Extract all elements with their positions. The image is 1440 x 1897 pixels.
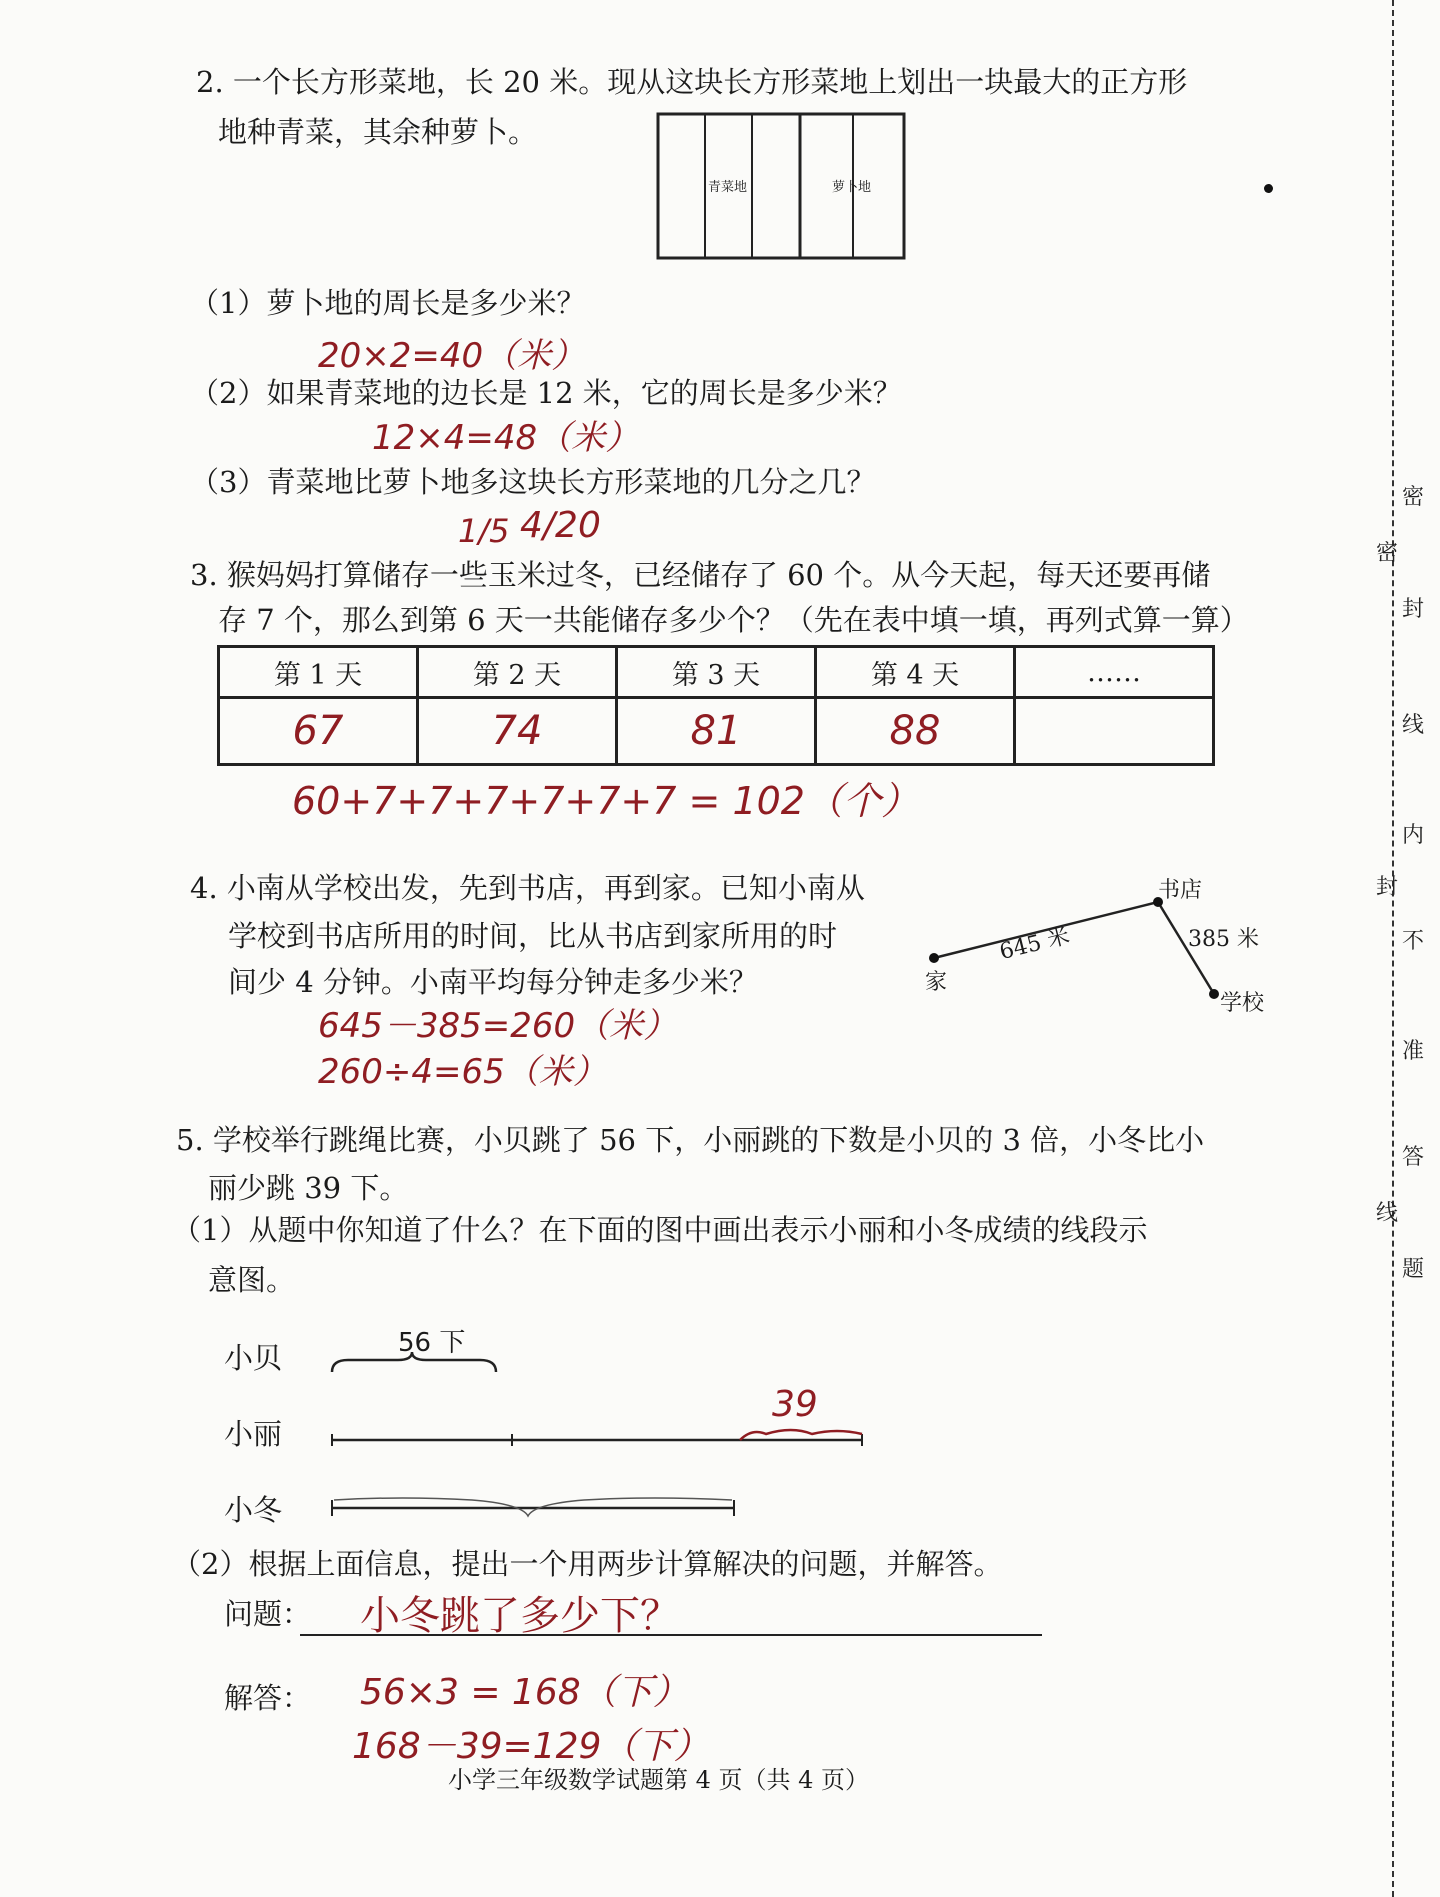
map-bookstore-label: 书店 — [1158, 878, 1203, 903]
q4-answer1: 645－385=260（米） — [318, 1006, 678, 1046]
field-label-greens: 青菜地 — [708, 180, 748, 195]
map-distance-store-school: 385 米 — [1188, 927, 1259, 952]
field-label-radish: 萝卜地 — [832, 180, 872, 195]
map-distance-home-store: 645 米 — [997, 923, 1073, 966]
q2-line1: 2. 一个长方形菜地，长 20 米。现从这块长方形菜地上划出一块最大的正方形 — [196, 65, 1188, 99]
days-table-header-row — [219, 647, 1214, 698]
ellipsis-value — [1015, 698, 1214, 765]
solution-line2: 168－39=129（下） — [352, 1726, 710, 1767]
q5-sub1-line1: （1）从题中你知道了什么？在下面的图中画出表示小丽和小冬成绩的线段示 — [172, 1213, 1148, 1247]
question-label: 问题： — [224, 1597, 312, 1631]
segment-diagram — [322, 1350, 882, 1530]
q3-answer: 60+7+7+7+7+7+7 = 102（个） — [292, 779, 919, 823]
margin-char-7: 不 — [1402, 929, 1425, 954]
margin-char-1: 密 — [1402, 485, 1425, 510]
seg-label-xiaobei: 小贝 — [224, 1341, 283, 1375]
question-answer: 小冬跳了多少下？ — [360, 1593, 680, 1639]
map-home-label: 家 — [925, 970, 948, 995]
q4-line3: 间少 4 分钟。小南平均每分钟走多少米？ — [228, 965, 758, 999]
day3-value: 81 — [617, 698, 816, 765]
day2-header: 第 2 天 — [418, 647, 617, 698]
margin-char-10: 线 — [1376, 1201, 1399, 1226]
q2-sub2-answer: 12×4=48（米） — [372, 418, 640, 458]
binding-dashed-line — [1392, 0, 1394, 1897]
seg-label-39: 39 — [772, 1384, 818, 1425]
margin-char-2: 密 — [1376, 541, 1399, 566]
q5-line1: 5. 学校举行跳绳比赛，小贝跳了 56 下，小丽跳的下数是小贝的 3 倍，小冬比小 — [176, 1123, 1205, 1157]
day4-header: 第 4 天 — [816, 647, 1015, 698]
margin-char-11: 题 — [1402, 1257, 1425, 1282]
q4-line2: 学校到书店所用的时间，比从书店到家所用的时 — [228, 919, 838, 953]
days-table-value-row — [219, 698, 1214, 765]
day2-value: 74 — [418, 698, 617, 765]
q3-line1: 3. 猴妈妈打算储存一些玉米过冬，已经储存了 60 个。从今天起，每天还要再储 — [190, 558, 1211, 592]
days-table — [217, 645, 1215, 766]
q2-sub2: （2）如果青菜地的边长是 12 米，它的周长是多少米？ — [190, 376, 902, 410]
day4-value: 88 — [816, 698, 1015, 765]
q5-line2: 丽少跳 39 下。 — [208, 1171, 409, 1205]
margin-char-5: 内 — [1402, 823, 1425, 848]
q2-sub1-answer: 20×2=40（米） — [318, 336, 586, 376]
seg-label-56: 56 下 — [398, 1328, 466, 1358]
q2-sub1: （1）萝卜地的周长是多少米？ — [190, 286, 586, 320]
margin-char-6: 封 — [1376, 875, 1399, 900]
margin-char-3: 封 — [1402, 597, 1425, 622]
page-footer: 小学三年级数学试题第 4 页（共 4 页） — [448, 1766, 870, 1794]
map-school-label: 学校 — [1220, 991, 1265, 1016]
solution-line1: 56×3 = 168（下） — [360, 1672, 689, 1713]
day1-header: 第 1 天 — [219, 647, 418, 698]
ellipsis-header: …… — [1015, 647, 1214, 698]
margin-char-8: 准 — [1402, 1039, 1425, 1064]
ink-dot — [1264, 184, 1273, 193]
q3-line2: 存 7 个，那么到第 6 天一共能储存多少个？（先在表中填一填，再列式算一算） — [218, 603, 1249, 637]
q5-sub2: （2）根据上面信息，提出一个用两步计算解决的问题，并解答。 — [172, 1547, 1003, 1581]
seg-label-xiaoli: 小丽 — [224, 1417, 283, 1451]
question-underline — [300, 1634, 1042, 1636]
q2-line2: 地种青菜，其余种萝卜。 — [218, 115, 538, 149]
day3-header: 第 3 天 — [617, 647, 816, 698]
field-diagram — [650, 110, 912, 262]
q5-sub1-line2: 意图。 — [208, 1263, 296, 1297]
q2-sub3: （3）青菜地比萝卜地多这块长方形菜地的几分之几？ — [190, 465, 876, 499]
seg-label-xiaodong: 小冬 — [224, 1493, 283, 1527]
q4-answer2: 260÷4=65（米） — [318, 1052, 607, 1092]
q4-line1: 4. 小南从学校出发，先到书店，再到家。已知小南从 — [190, 871, 865, 905]
q2-sub3-answer-b: 4/20 — [520, 505, 601, 546]
day1-value: 67 — [219, 698, 418, 765]
margin-char-9: 答 — [1402, 1145, 1425, 1170]
solution-label: 解答： — [224, 1681, 312, 1715]
margin-char-4: 线 — [1402, 713, 1425, 738]
q2-sub3-answer-a: 1/5 — [458, 512, 510, 550]
